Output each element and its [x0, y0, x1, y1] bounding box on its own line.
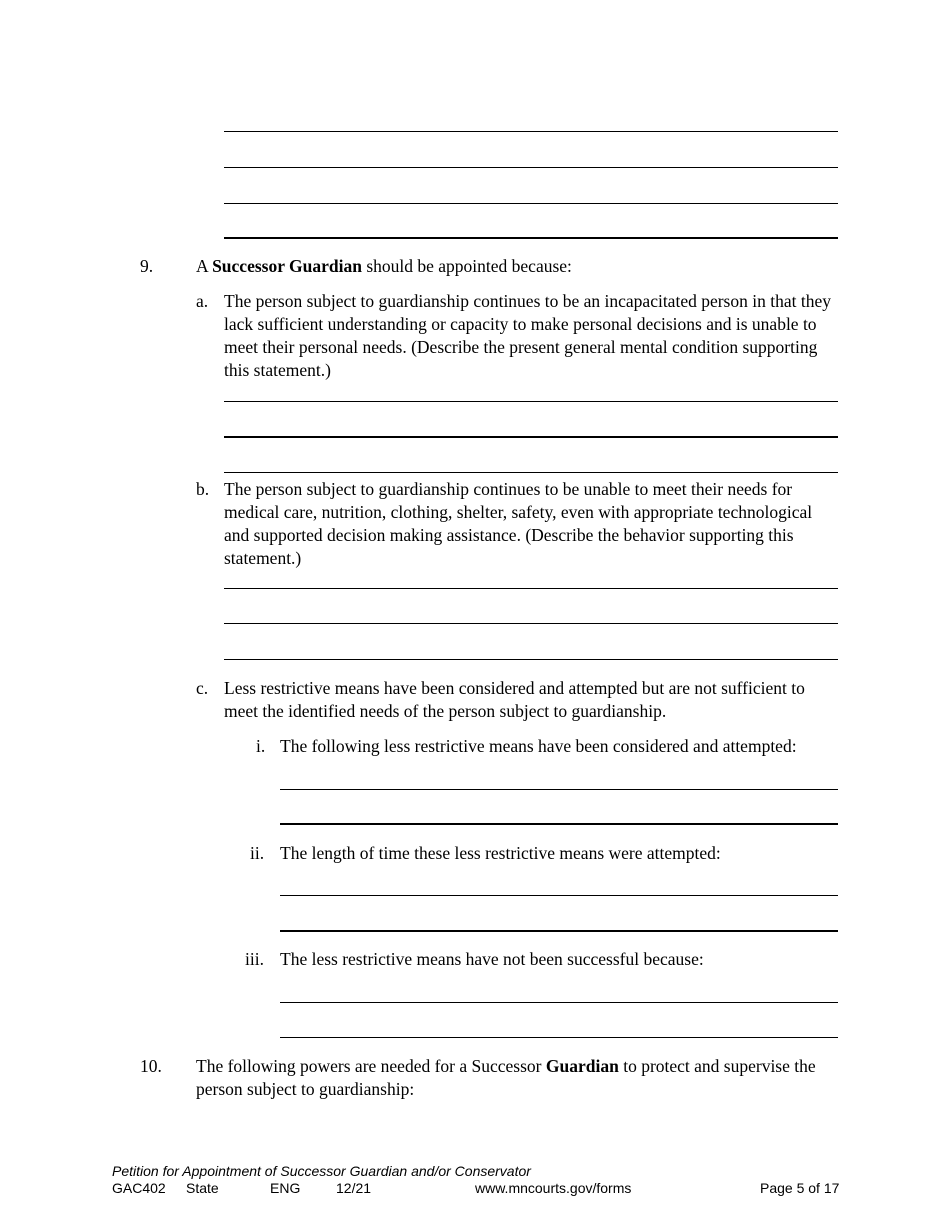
item-9b-label: b.: [196, 479, 210, 499]
footer-state: State: [186, 1180, 219, 1196]
item-9c-label: c.: [196, 678, 209, 698]
answer-line[interactable]: [224, 436, 838, 438]
answer-line[interactable]: [224, 659, 838, 660]
footer-date: 12/21: [336, 1180, 372, 1196]
item-9c-i-text: The following less restrictive means have been considered and attempted:: [280, 736, 797, 756]
item-9c-iii-label: iii.: [245, 949, 264, 969]
item-9a-text: The person subject to guardianship continues to be an incapacitated person in that they lack sufficient understanding or capacity to make personal decisions and is unable to meet their personal needs. (Describe the present general mental condition supporting this statement.): [224, 291, 831, 380]
answer-line[interactable]: [224, 401, 838, 402]
answer-line[interactable]: [280, 789, 838, 790]
item-10-text-b: to protect and supervise the person subject to guardianship:: [196, 1056, 816, 1099]
item-9-lead-a: A: [196, 256, 208, 276]
item-9a-label: a.: [196, 291, 209, 311]
footer-language: ENG: [270, 1180, 301, 1196]
answer-line[interactable]: [224, 131, 838, 132]
item-9-number: 9.: [140, 256, 154, 276]
answer-line[interactable]: [224, 203, 838, 204]
item-9c-ii-label: ii.: [250, 843, 265, 863]
answer-line[interactable]: [280, 1002, 838, 1003]
item-9c-ii-text: The length of time these less restrictive means were attempted:: [280, 843, 721, 863]
item-9-lead-bold: Successor Guardian: [212, 256, 362, 276]
answer-line[interactable]: [224, 623, 838, 624]
footer-title: Petition for Appointment of Successor Guardian and/or Conservator: [112, 1163, 531, 1179]
footer-page-number: Page 5 of 17: [760, 1180, 840, 1196]
footer-form-code: GAC402: [112, 1180, 166, 1196]
item-10-text-bold: Guardian: [545, 1056, 619, 1076]
item-9-heading: [196, 255, 836, 278]
item-10-text: [196, 1055, 838, 1101]
item-9-lead-b: should be appointed because:: [366, 256, 572, 276]
answer-line[interactable]: [224, 237, 838, 239]
answer-line[interactable]: [224, 588, 838, 589]
answer-line[interactable]: [280, 895, 838, 896]
answer-line[interactable]: [224, 167, 838, 168]
item-9c-iii-text: The less restrictive means have not been successful because:: [280, 949, 704, 969]
answer-line[interactable]: [280, 1037, 838, 1038]
item-9c-text: Less restrictive means have been considered and attempted but are not sufficient to meet the identified needs of the person subject to guardianship.: [224, 678, 805, 721]
answer-line[interactable]: [280, 930, 838, 932]
item-10-text-a: The following powers are needed for a Successor: [196, 1056, 542, 1076]
item-9c-i-label: i.: [256, 736, 266, 756]
item-10-number: 10.: [140, 1056, 162, 1076]
answer-line[interactable]: [280, 823, 838, 825]
answer-line[interactable]: [224, 472, 838, 473]
footer-url[interactable]: www.mncourts.gov/forms: [475, 1180, 632, 1196]
item-9b-text: The person subject to guardianship continues to be unable to meet their needs for medical care, nutrition, clothing, shelter, safety, even with appropriate technological and supported decision making assistance. (Describe the behavior supporting this statement.): [224, 479, 813, 568]
